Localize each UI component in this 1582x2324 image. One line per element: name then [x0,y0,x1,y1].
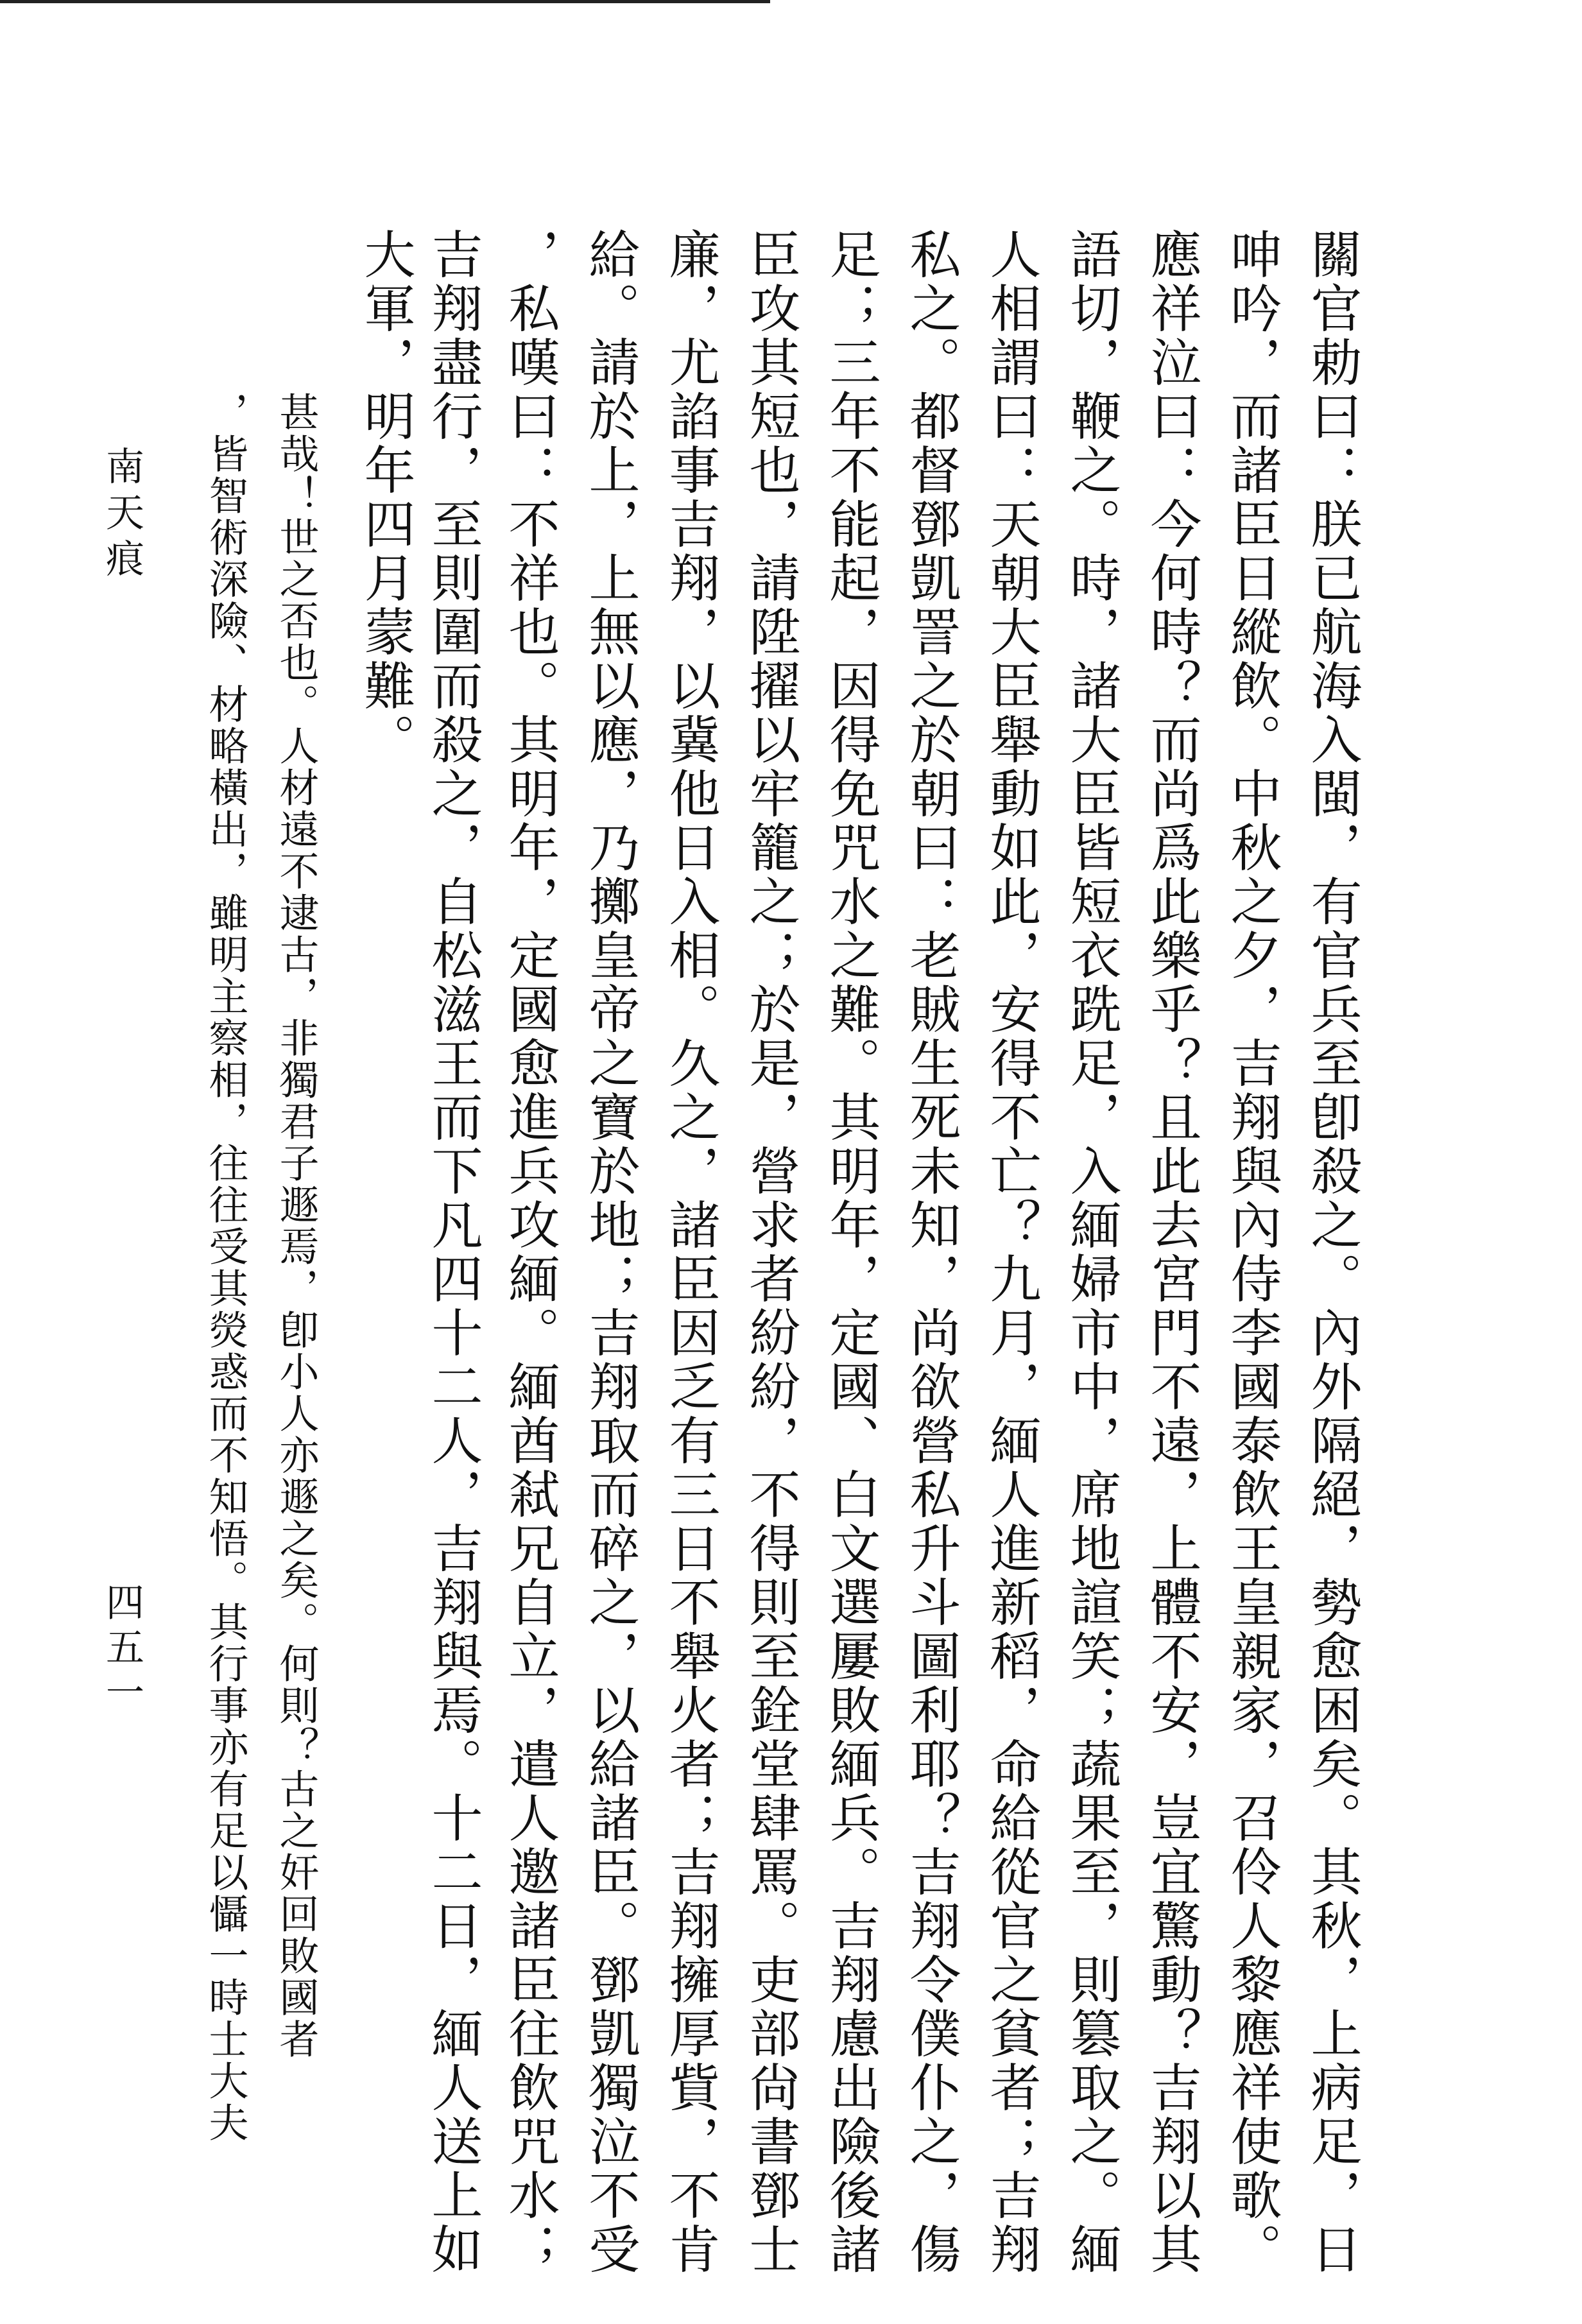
main-text-column-10: 給。請於上，上無以應，乃擲皇帝之寶於地；吉翔取而碎之，以給諸臣。鄧凱獨泣不受 [580,228,640,2277]
commentary-column-1: 甚哉！世之否也。人材遠不逮古，非獨君子遯焉，卽小人亦遯之矣。何則？古之奸回敗國者 [273,392,320,2060]
main-text-column-2: 呻吟，而諸臣日縱飲。中秋之夕，吉翔與內侍李國泰飲王皇親家，召伶人黎應祥使歌。 [1222,228,1282,2277]
main-text-column-5: 人相謂曰：天朝大臣舉動如此，安得不亡？九月，緬人進新稻，命給從官之貧者；吉翔 [981,228,1041,2277]
main-text-column-12: 吉翔盡行，至則圍而殺之，自松滋王而下凡四十二人，吉翔與焉。十二日，緬人送上如 [423,228,483,2277]
main-text-column-11: ，私嘆曰：不祥也。其明年，定國愈進兵攻緬。緬酋弒兄自立，遣人邀諸臣往飲咒水； [500,228,560,2277]
main-text-column-6: 私之。都督鄧凱詈之於朝曰：老賊生死未知，尚欲營私升斗圖利耶？吉翔令僕仆之，傷 [901,228,961,2277]
main-text-column-4: 語切，鞭之。時，諸大臣皆短衣跣足，入緬婦市中，席地諠笑；蔬果至，則篡取之。緬 [1062,228,1121,2277]
page-number: 四五一 [99,1582,144,1717]
main-text-column-1: 關官勅曰：朕已航海入閩，有官兵至卽殺之。內外隔絕，勢愈困矣。其秋，上病足，日 [1302,228,1362,2277]
main-text-column-3: 應祥泣曰：今何時？而尚爲此樂乎？且此去宮門不遠，上體不安，豈宜驚動？吉翔以其 [1142,228,1201,2277]
main-text-column-7: 足；三年不能起，因得免咒水之難。其明年，定國、白文選屢敗緬兵。吉翔慮出險後諸 [821,228,881,2277]
main-text-column-9: 廉，尤諂事吉翔，以冀他日入相。久之，諸臣因乏有三日不舉火者；吉翔擁厚貲，不肯 [660,228,720,2277]
main-text-column-13: 大軍，明年四月蒙難。 [356,228,415,767]
top-scan-rule [0,0,770,3]
main-text-column-8: 臣攻其短也，請陞擢以牢籠之；於是，營求者紛紛，不得則至銓堂肆罵。吏部尙書鄧士 [741,228,800,2277]
running-title: 南天痕 [99,446,144,585]
commentary-column-2: ，皆智術深險、材略橫出，雖明主察相，往往受其熒惑而不知悟。其行事亦有足以懾一時士大夫 [202,392,249,2144]
